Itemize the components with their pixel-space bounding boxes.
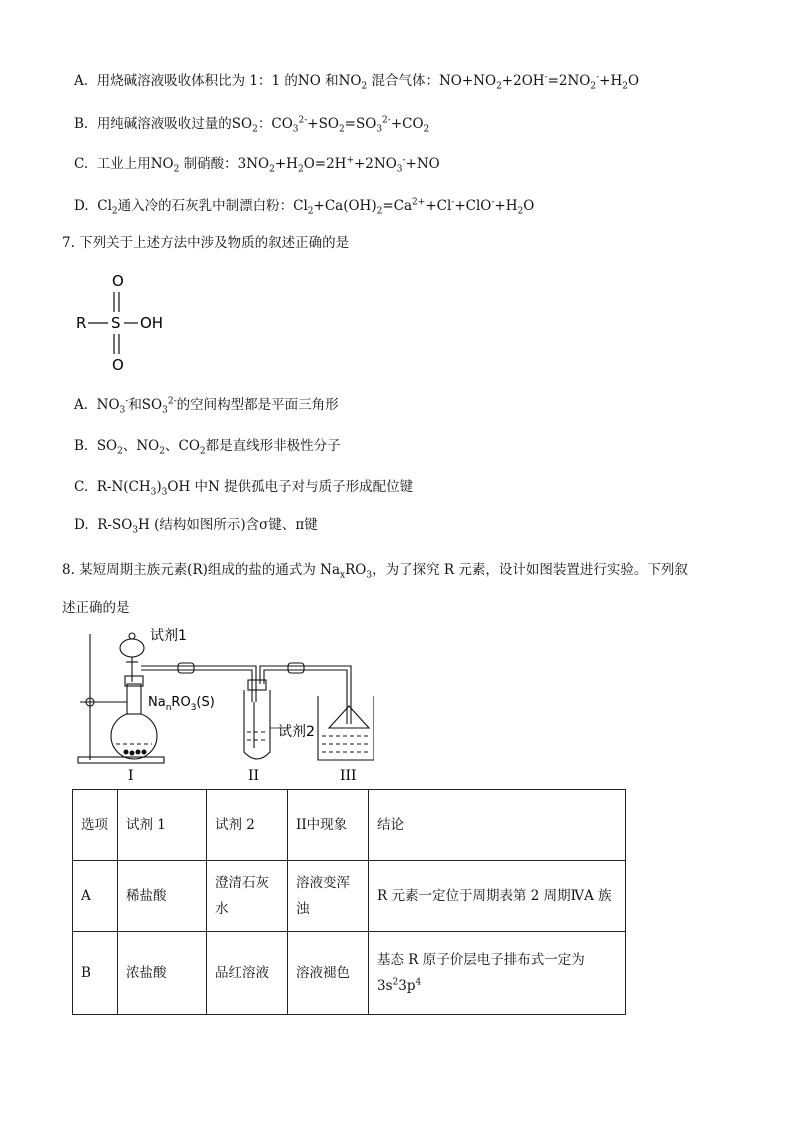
cell-reagent1: 稀盐酸 [118,861,207,932]
structure-r: R [76,314,87,332]
header-reagent1: 试剂 1 [118,790,207,861]
option-6a: A. 用烧碱溶液吸收体积比为 1：1 的NO 和$NO_2$ 混合气体：$NO+NO_2+2OH^-=2NO_2^-+H_2O$ [74,72,640,92]
table-row [73,932,626,1015]
label-reagent2: 试剂2 [278,724,315,740]
question-8-stem-line2: 述正确的是 [62,600,130,616]
option-7a: A. $NO_3^-$和$SO_3^{2-}$的空间构型都是平面三角形 [74,396,339,416]
structure-o-top: O [112,272,124,290]
header-conclusion: 结论 [369,790,626,861]
option-6b: B. 用纯碱溶液吸收过量的$SO_2$：$CO_3^{2-}+SO_2=SO_3^{2-}+CO_2$ [74,115,430,135]
experiment-apparatus [74,624,374,784]
option-7b: B. $SO_2$、$NO_2$、$CO_2$都是直线形非极性分子 [74,438,341,457]
cell-option: A [73,861,118,932]
label-III: III [340,768,357,784]
cell-phenomenon: 溶液褪色 [288,932,369,1015]
option-7d: D. $R-SO_3H$ (结构如图所示)含σ键、π键 [74,517,318,536]
label-reagent1: 试剂1 [150,628,187,644]
option-6d: D. $Cl_2$通入冷的石灰乳中制漂白粉：$Cl_2+Ca(OH)_2=Ca^{2+}+Cl^-+ClO^-+H_2O$ [74,197,535,217]
structure-oh: OH [140,314,164,332]
label-I: I [128,768,134,784]
option-7c: C. $R-N(CH_3)_3OH$ 中N 提供孤电子对与质子形成配位键 [74,479,414,498]
cell-conclusion: 基态 R 原子价层电子排布式一定为 $3s^23p^4$ [369,932,626,1015]
option-6c: C. 工业上用$NO_2$ 制硝酸：$3NO_2+H_2O=2H^++2NO_3^-+NO$ [74,155,440,175]
structure-s: S [111,314,121,332]
header-reagent2: 试剂 2 [207,790,288,861]
cell-reagent2: 澄清石灰水 [207,861,288,932]
options-table [72,789,626,1015]
cell-reagent2: 品红溶液 [207,932,288,1015]
table-row [73,861,626,932]
header-phenomenon: II中现象 [288,790,369,861]
cell-option: B [73,932,118,1015]
label-salt: $Na_nRO_3(S)$ [148,695,215,713]
sulfonic-acid-structure [74,268,184,378]
structure-o-bottom: O [112,356,124,374]
cell-conclusion: R 元素一定位于周期表第 2 周期ⅣA 族 [369,861,626,932]
cell-phenomenon: 溶液变浑浊 [288,861,369,932]
electron-configuration: $3s^23p^4$ [377,977,422,994]
label-II: II [248,768,260,784]
question-7-stem: 7. 下列关于上述方法中涉及物质的叙述正确的是 [62,235,350,251]
question-8-stem-line1: 8. 某短周期主族元素(R)组成的盐的通式为 $Na_xRO_3$，为了探究 R 元素，设计如图装置进行实验。下列叙 [62,562,688,581]
cell-reagent1: 浓盐酸 [118,932,207,1015]
table-header-row [73,790,626,861]
header-option: 选项 [73,790,118,861]
